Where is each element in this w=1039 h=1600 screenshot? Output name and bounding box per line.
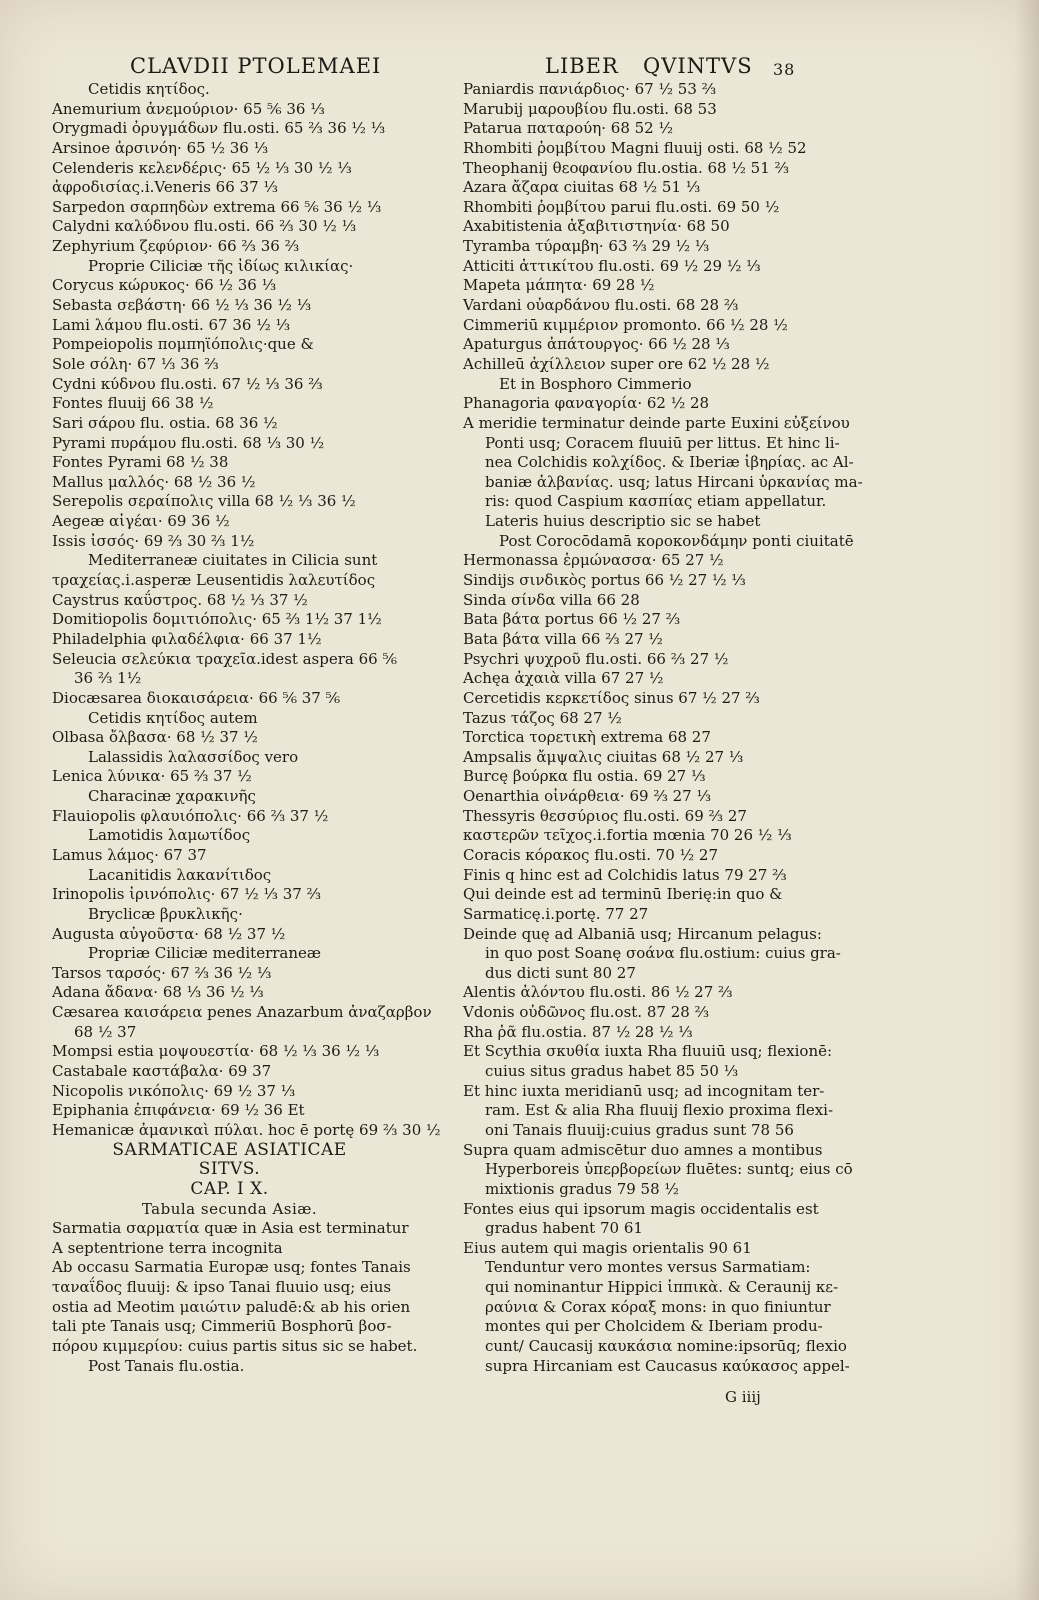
text-line: Augusta αὐγοῦστα· 68 ½ 37 ½ bbox=[52, 924, 286, 943]
text-line: Achilleū ἀχίλλειον super ore 62 ½ 28 ½ bbox=[463, 354, 770, 373]
text-line: Arsinoe ἀρσινόη· 65 ½ 36 ⅓ bbox=[52, 138, 269, 157]
text-line: Tenduntur vero montes versus Sarmatiam: bbox=[485, 1258, 811, 1277]
text-line: Mompsi estia μοψουεστία· 68 ½ ⅓ 36 ½ ⅓ bbox=[52, 1042, 380, 1061]
text-line: Cercetidis κερκετίδος sinus 67 ½ 27 ⅔ bbox=[463, 688, 760, 707]
left-text-column bbox=[52, 80, 447, 1376]
text-line: Marubij μαρουβίου flu.osti. 68 53 bbox=[463, 99, 717, 118]
text-line: καστερῶν τεῖχος.i.fortia mœnia 70 26 ½ ⅓ bbox=[463, 826, 792, 845]
text-line: Cetidis κητίδος. bbox=[88, 80, 210, 98]
text-line: Vardani οὐαρδάνου flu.osti. 68 28 ⅔ bbox=[463, 296, 739, 315]
text-line: Hemanicæ ἀμανικαὶ πύλαι. hoc ē portę 69 ⅔ 30 ½ bbox=[52, 1120, 441, 1139]
text-line: Orygmadi ὀρυγμάδων flu.osti. 65 ⅔ 36 ½ ⅓ bbox=[52, 119, 386, 138]
text-line: Sinda σίνδα villa 66 28 bbox=[463, 590, 640, 609]
text-line: ostia ad Meotim μαιώτιν paludē:& ab his orien bbox=[52, 1297, 411, 1316]
text-line: Fontes Pyrami 68 ½ 38 bbox=[52, 453, 229, 472]
text-line: Lami λάμου flu.osti. 67 36 ½ ⅓ bbox=[52, 315, 291, 334]
text-line: Torctica τορετικὴ extrema 68 27 bbox=[463, 728, 711, 747]
text-line: Ponti usq; Coracem fluuiū per littus. Et hinc li- bbox=[485, 433, 840, 452]
text-line: Rha ῥᾶ flu.ostia. 87 ½ 28 ½ ⅓ bbox=[463, 1022, 693, 1041]
text-line: Thessyris θεσσύριος flu.osti. 69 ⅔ 27 bbox=[463, 806, 747, 825]
text-line: Alentis ἀλόντου flu.osti. 86 ½ 27 ⅔ bbox=[463, 983, 733, 1002]
text-line: SARMATICAE ASIATICAE bbox=[112, 1139, 347, 1160]
text-line: Sebasta σεβάστη· 66 ½ ⅓ 36 ½ ⅓ bbox=[52, 296, 312, 315]
text-line: 36 ⅔ 1½ bbox=[74, 669, 142, 688]
text-line: Tazus τάζος 68 27 ½ bbox=[463, 708, 622, 727]
text-line: Cæsarea καισάρεια penes Anazarbum ἀναζαρβον bbox=[52, 1003, 432, 1022]
text-line: Oenarthia οἰνάρθεια· 69 ⅔ 27 ⅓ bbox=[463, 787, 712, 806]
text-line: Fontes eius qui ipsorum magis occidentalis est bbox=[463, 1199, 819, 1218]
text-line: Post Corocōdamā κοροκονδάμην ponti ciuitatē bbox=[499, 531, 854, 550]
text-line: Diocæsarea διοκαισάρεια· 66 ⅚ 37 ⅚ bbox=[52, 688, 341, 707]
text-line: CAP. I X. bbox=[190, 1178, 269, 1199]
text-line: Hyperboreis ὑπερβορείων fluētes: suntq; eius cō bbox=[485, 1160, 853, 1179]
text-line: Rhombiti ῥομβίτου Magni fluuij osti. 68 ½ 52 bbox=[463, 138, 807, 157]
text-line: Et in Bosphoro Cimmerio bbox=[499, 374, 692, 393]
text-line: Tyramba τύραμβη· 63 ⅔ 29 ½ ⅓ bbox=[463, 237, 710, 256]
folio-number: 38 bbox=[773, 60, 796, 79]
text-line: Philadelphia φιλαδέλφια· 66 37 1½ bbox=[52, 629, 322, 648]
text-line: Rhombiti ῥομβίτου parui flu.osti. 69 50 ½ bbox=[463, 197, 780, 216]
text-line: Cimmeriū κιμμέριον promonto. 66 ½ 28 ½ bbox=[463, 315, 788, 334]
text-line: Coracis κόρακος flu.osti. 70 ½ 27 bbox=[463, 845, 718, 864]
text-line: Ampsalis ἄμψαλις ciuitas 68 ½ 27 ⅓ bbox=[463, 747, 744, 766]
text-line: Lenica λύνικα· 65 ⅔ 37 ½ bbox=[52, 767, 252, 786]
text-line: ραύνια & Corax κόραξ mons: in quo finiuntur bbox=[485, 1297, 831, 1316]
text-line: ταναΐδος fluuij: & ipso Tanai fluuio usq; eius bbox=[52, 1278, 392, 1297]
text-line: Propriæ Ciliciæ mediterraneæ bbox=[88, 944, 321, 963]
text-line: Et Scythia σκυθία iuxta Rha fluuiū usq; flexionē: bbox=[463, 1042, 833, 1061]
text-line: tali pte Tanais usq; Cimmeriū Bosphorū βοσ- bbox=[52, 1317, 392, 1336]
text-line: Fontes fluuij 66 38 ½ bbox=[52, 394, 214, 413]
text-line: Theophanij θεοφανίου flu.ostia. 68 ½ 51 ⅔ bbox=[463, 158, 790, 177]
text-line: Pompeiopolis πομπηϊόπολις·que & bbox=[52, 335, 314, 354]
text-line: Eius autem qui magis orientalis 90 61 bbox=[463, 1238, 752, 1257]
text-line: Phanagoria φαναγορία· 62 ½ 28 bbox=[463, 394, 710, 413]
text-line: Sindijs σινδικὸς portus 66 ½ 27 ½ ⅓ bbox=[463, 571, 746, 590]
text-line: Sarmaticę.i.portę. 77 27 bbox=[463, 904, 649, 923]
text-line: Lateris huius descriptio sic se habet bbox=[485, 512, 761, 531]
text-line: qui nominantur Hippici ἱππικὰ. & Ceraunij κε- bbox=[485, 1278, 839, 1297]
signature-mark: G iiij bbox=[725, 1388, 761, 1406]
text-line: Mediterraneæ ciuitates in Cilicia sunt bbox=[88, 551, 378, 570]
text-line: Lamus λάμος· 67 37 bbox=[52, 845, 207, 864]
text-line: Cetidis κητίδος autem bbox=[88, 708, 258, 727]
text-line: Sole σόλη· 67 ⅓ 36 ⅔ bbox=[52, 354, 219, 373]
text-line: Caystrus καΰστρος. 68 ½ ⅓ 37 ½ bbox=[52, 590, 308, 609]
text-line: Issis ἰσσός· 69 ⅔ 30 ⅔ 1½ bbox=[52, 531, 255, 550]
right-text-column bbox=[463, 80, 863, 1376]
text-line: A septentrione terra incognita bbox=[52, 1238, 283, 1257]
text-line: ἀφροδισίας.i.Veneris 66 37 ⅓ bbox=[52, 178, 278, 197]
text-line: Deinde quę ad Albaniā usq; Hircanum pelagus: bbox=[463, 924, 822, 943]
text-line: Irinopolis ἰρινόπολις· 67 ½ ⅓ 37 ⅔ bbox=[52, 885, 322, 904]
text-line: Anemurium ἀνεμούριον· 65 ⅚ 36 ⅓ bbox=[52, 99, 325, 118]
text-line: Aegeæ αἰγέαι· 69 36 ½ bbox=[52, 512, 230, 531]
text-line: Tarsos ταρσός· 67 ⅔ 36 ½ ⅓ bbox=[52, 963, 272, 982]
text-line: Flauiopolis φλαυιόπολις· 66 ⅔ 37 ½ bbox=[52, 806, 329, 825]
text-line: Ab occasu Sarmatia Europæ usq; fontes Tanais bbox=[52, 1258, 411, 1277]
text-line: Proprie Ciliciæ τῆς ἰδίως κιλικίας· bbox=[88, 256, 354, 275]
running-head-liber: LIBER bbox=[545, 54, 619, 78]
text-line: Tabula secunda Asiæ. bbox=[141, 1199, 318, 1218]
text-line: Cydni κύδνου flu.osti. 67 ½ ⅓ 36 ⅔ bbox=[52, 374, 323, 393]
text-line: cuius situs gradus habet 85 50 ⅓ bbox=[485, 1062, 739, 1081]
text-line: Patarua παταρούη· 68 52 ½ bbox=[463, 119, 674, 138]
text-line: Mapeta μάπητα· 69 28 ½ bbox=[463, 276, 655, 295]
text-line: Seleucia σελεύκια τραχεῖα.idest aspera 66 ⅚ bbox=[52, 649, 398, 668]
text-line: SITVS. bbox=[198, 1159, 261, 1180]
text-line: Mallus μαλλός· 68 ½ 36 ½ bbox=[52, 472, 256, 491]
text-line: gradus habent 70 61 bbox=[485, 1219, 643, 1238]
text-line: Sarmatia σαρματία quæ in Asia est terminatur bbox=[52, 1219, 409, 1238]
text-line: mixtionis gradus 79 58 ½ bbox=[485, 1179, 679, 1198]
text-line: Finis q hinc est ad Colchidis latus 79 27 ⅔ bbox=[463, 865, 787, 884]
text-line: πόρου κιμμερίου: cuius partis situs sic se habet. bbox=[52, 1337, 418, 1355]
text-line: nea Colchidis κολχίδος. & Iberiæ ἰβηρίας. ac Al- bbox=[485, 453, 854, 472]
text-line: Zephyrium ζεφύριον· 66 ⅔ 36 ⅔ bbox=[52, 237, 300, 256]
text-line: Adana ἄδανα· 68 ⅓ 36 ½ ⅓ bbox=[52, 983, 264, 1002]
text-line: Nicopolis νικόπολις· 69 ½ 37 ⅓ bbox=[52, 1081, 296, 1100]
text-line: Et hinc iuxta meridianū usq; ad incognitam ter- bbox=[463, 1081, 825, 1100]
text-line: Burcę βούρκα flu ostia. 69 27 ⅓ bbox=[463, 767, 706, 786]
text-line: Psychri ψυχροῦ flu.osti. 66 ⅔ 27 ½ bbox=[463, 649, 729, 668]
text-line: Apaturgus ἀπάτουργος· 66 ½ 28 ⅓ bbox=[463, 335, 730, 354]
text-line: in quo post Soanę σοάνα flu.ostium: cuius gra- bbox=[485, 944, 841, 963]
text-line: ris: quod Caspium κασπίας etiam appellatur. bbox=[485, 492, 827, 511]
text-line: Paniardis πανιάρδιος· 67 ½ 53 ⅔ bbox=[463, 80, 717, 98]
text-line: Bata βάτα portus 66 ½ 27 ⅔ bbox=[463, 610, 681, 629]
text-line: A meridie terminatur deinde parte Euxini εὐξείνου bbox=[463, 413, 850, 432]
text-line: Castabale καστάβαλα· 69 37 bbox=[52, 1062, 272, 1081]
text-line: Serepolis σεραίπολις villa 68 ½ ⅓ 36 ½ bbox=[52, 492, 356, 511]
running-head-right: QVINTVS bbox=[643, 54, 753, 78]
text-line: baniæ ἀλβανίας. usq; latus Hircani ὑρκανίας ma- bbox=[485, 472, 863, 491]
text-line: 68 ½ 37 bbox=[74, 1022, 137, 1041]
text-line: Bryclicæ βρυκλικῆς· bbox=[88, 904, 243, 923]
text-line: Qui deinde est ad terminū Iberię:in quo & bbox=[463, 885, 783, 904]
text-line: cunt/ Caucasij καυκάσια nomine:ipsorūq; flexio bbox=[485, 1337, 847, 1355]
text-line: Hermonassa ἑρμώνασσα· 65 27 ½ bbox=[463, 551, 724, 570]
text-line: Bata βάτα villa 66 ⅔ 27 ½ bbox=[463, 629, 663, 648]
text-line: Olbasa ὄλβασα· 68 ½ 37 ½ bbox=[52, 728, 258, 747]
text-line: Characinæ χαρακινῆς bbox=[88, 787, 256, 806]
text-line: Azara ἄζαρα ciuitas 68 ½ 51 ⅓ bbox=[463, 178, 701, 197]
text-line: Sari σάρου flu. ostia. 68 36 ½ bbox=[52, 413, 278, 432]
text-line: Calydni καλύδνου flu.osti. 66 ⅔ 30 ½ ⅓ bbox=[52, 217, 357, 236]
text-line: Corycus κώρυκος· 66 ½ 36 ⅓ bbox=[52, 276, 277, 295]
text-line: τραχείας.i.asperæ Leusentidis λαλευτίδος bbox=[52, 571, 376, 590]
text-line: Post Tanais flu.ostia. bbox=[88, 1356, 245, 1375]
text-line: Sarpedon σαρπηδὼν extrema 66 ⅚ 36 ½ ⅓ bbox=[52, 197, 382, 216]
text-line: Vdonis οὐδῶνος flu.ost. 87 28 ⅔ bbox=[463, 1003, 710, 1022]
text-line: Achęa ἀχαιὰ villa 67 27 ½ bbox=[463, 669, 664, 688]
text-line: oni Tanais fluuij:cuius gradus sunt 78 56 bbox=[485, 1120, 794, 1139]
text-line: Celenderis κελενδέρις· 65 ½ ⅓ 30 ½ ⅓ bbox=[52, 158, 352, 177]
text-line: Epiphania ἐπιφάνεια· 69 ½ 36 Et bbox=[52, 1101, 305, 1120]
text-line: Lalassidis λαλασσίδος vero bbox=[88, 747, 299, 766]
text-line: supra Hircaniam est Caucasus καύκασος appel- bbox=[485, 1356, 850, 1375]
text-line: ram. Est & alia Rha fluuij flexio proxima flexi- bbox=[485, 1101, 834, 1120]
text-line: Lamotidis λαμωτίδος bbox=[88, 826, 251, 845]
text-line: dus dicti sunt 80 27 bbox=[485, 963, 636, 982]
text-line: Domitiopolis δομιτιόπολις· 65 ⅔ 1½ 37 1½ bbox=[52, 610, 382, 629]
text-line: Lacanitidis λακανίτιδος bbox=[88, 865, 272, 884]
text-line: Atticiti ἀττικίτου flu.osti. 69 ½ 29 ½ ⅓ bbox=[463, 256, 761, 275]
running-head-left: CLAVDII PTOLEMAEI bbox=[130, 54, 382, 78]
text-line: Pyrami πυράμου flu.osti. 68 ⅓ 30 ½ bbox=[52, 433, 325, 452]
text-line: Supra quam admiscētur duo amnes a montibus bbox=[463, 1140, 823, 1159]
text-line: montes qui per Cholcidem & Iberiam produ- bbox=[485, 1317, 823, 1336]
text-line: Axabitistenia ἀξαβιτιστηνία· 68 50 bbox=[463, 217, 730, 236]
